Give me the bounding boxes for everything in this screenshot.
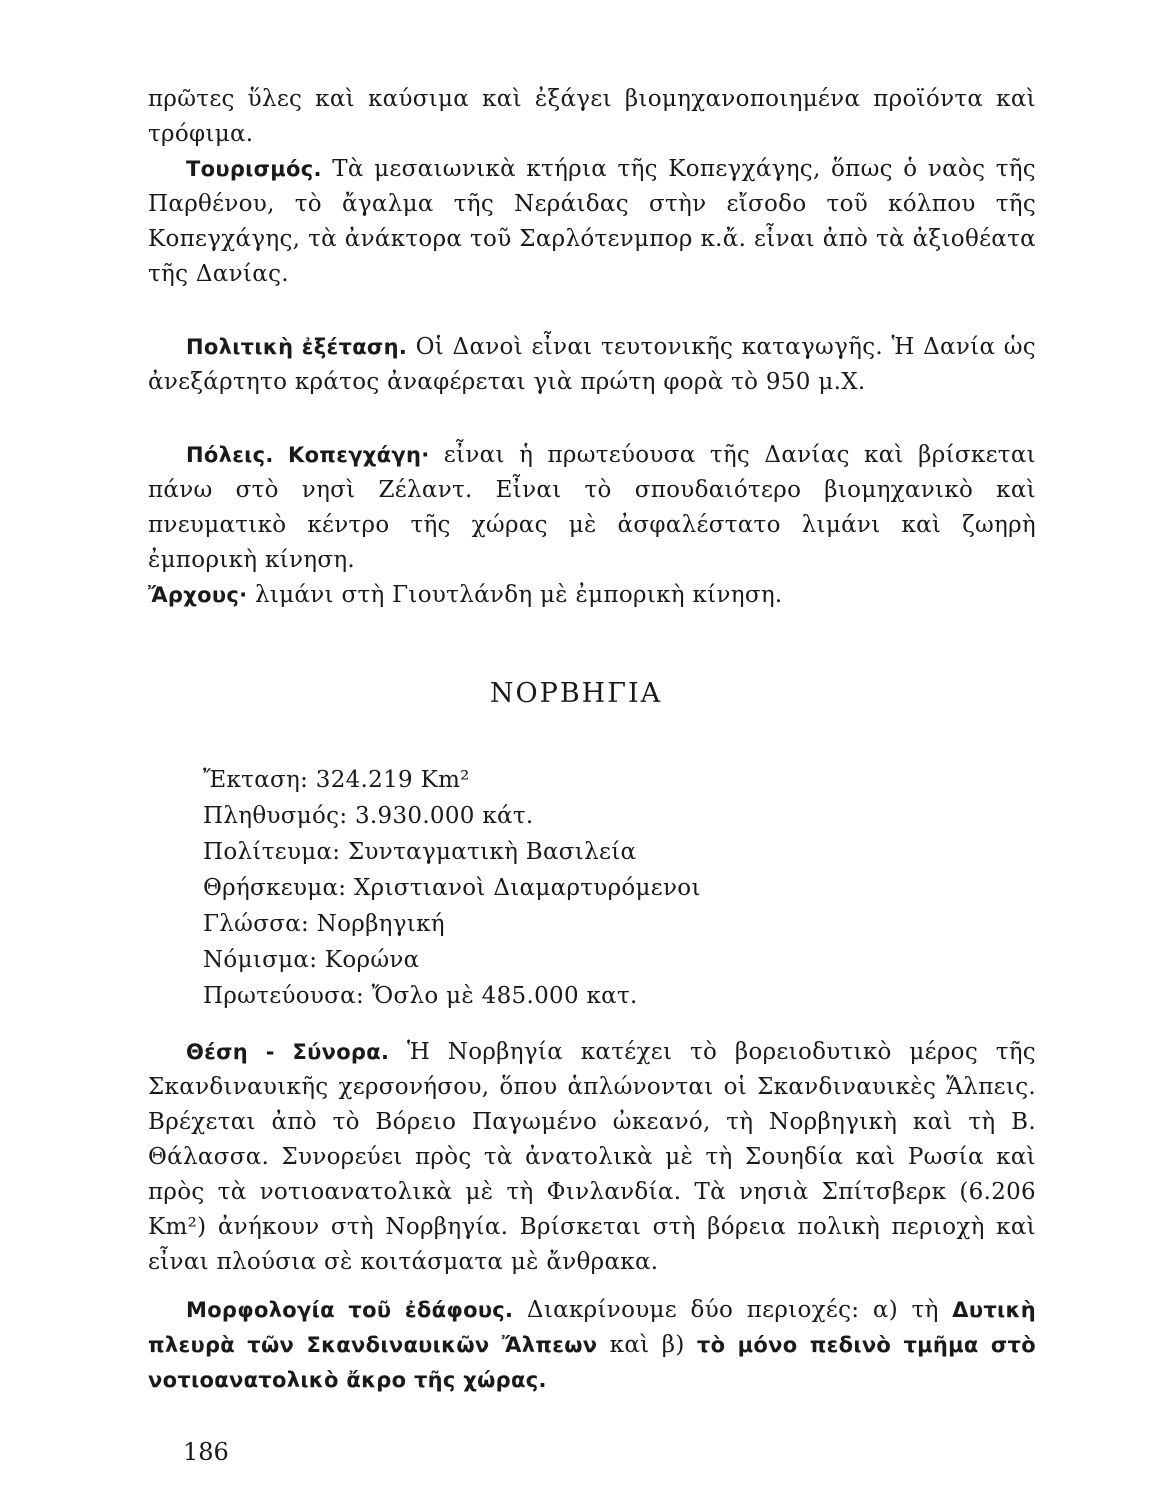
position-label: Θέση - Σύνορα. — [186, 1040, 390, 1064]
intro-text: πρῶτες ὕλες καὶ καύσιμα καὶ ἐξάγει βιομηχανοποιημένα προϊόντα καὶ τρόφιμα. — [148, 86, 1036, 147]
political-label: Πολιτικὴ ἐξέταση. — [186, 335, 408, 359]
political-text: Οἱ Δανοὶ εἶναι τευτονικῆς καταγωγῆς. Ἡ Δανία ὡς ἀνεξάρτητο κράτος ἀναφέρεται γιὰ πρώτη φορὰ τὸ 950 μ.Χ. — [148, 334, 1036, 395]
morphology-paragraph — [148, 1293, 1036, 1398]
city-aarhus-text: λιμάνι στὴ Γιουτλάνδη μὲ ἐμπορικὴ κίνηση. — [247, 582, 783, 608]
cities-label: Πόλεις. — [186, 443, 274, 467]
position-text: Ἡ Νορβηγία κατέχει τὸ βορειοδυτικὸ μέρος τῆς Σκανδιναυικῆς χερσονήσου, ὅπου ἁπλώνονται οἱ Σκανδιναυικὲς Ἄλπεις. Βρέχεται ἀπὸ τὸ Βόρειο Παγωμένο ὠκεανό, τὴ Νορβηγικὴ καὶ τὴ Β. Θάλασσα. Συνορεύει πρὸς τὰ ἀνατολικὰ μὲ τὴ Σουηδία καὶ Ρωσία καὶ πρὸς τὰ νοτιοανατολικὰ μὲ τὴ Φινλανδία. Τὰ νησιὰ Σπίτσβερκ (6.206 Km²) ἀνήκουν στὴ Νορβηγία. Βρίσκεται στὴ βόρεια πολικὴ περιοχὴ καὶ εἶναι πλούσια σὲ κοιτάσματα μὲ ἄνθρακα. — [148, 1039, 1036, 1275]
fact-currency: Νόμισμα: Κορώνα — [203, 947, 420, 973]
facts-list — [203, 762, 701, 1014]
city-copenhagen-name: Κοπεγχάγη· — [288, 443, 430, 467]
fact-language: Γλώσσα: Νορβηγική — [203, 911, 445, 937]
fact-population: Πληθυσμός: 3.930.000 κάτ. — [203, 803, 534, 829]
fact-area: Ἔκταση: 324.219 Km² — [203, 767, 470, 793]
fact-religion: Θρήσκευμα: Χριστιανοὶ Διαμαρτυρόμενοι — [203, 875, 701, 901]
fact-capital: Πρωτεύουσα: Ὄσλο μὲ 485.000 κατ. — [203, 983, 638, 1009]
position-paragraph — [148, 1035, 1036, 1280]
fact-government: Πολίτευμα: Συνταγματικὴ Βασιλεία — [203, 839, 637, 865]
morphology-text-1: Διακρίνουμε δύο περιοχές: α) τὴ — [513, 1297, 953, 1323]
city-aarhus-name: Ἄρχους· — [148, 583, 248, 607]
city-copenhagen-text: εἶναι ἡ πρωτεύουσα τῆς Δανίας καὶ βρίσκεται πάνω στὸ νησὶ Ζέλαντ. Εἶναι τὸ σπουδαιότερο βιομηχανικὸ καὶ πνευματικὸ κέντρο τῆς χώρας μὲ ἀσφαλέστατο λιμάνι καὶ ζωηρὴ ἐμπορικὴ κίνηση. — [148, 442, 1036, 573]
tourism-paragraph — [148, 152, 1036, 292]
page-number: 186 — [183, 1438, 229, 1466]
tourism-text: Τὰ μεσαιωνικὰ κτήρια τῆς Κοπεγχάγης, ὅπως ὁ ναὸς τῆς Παρθένου, τὸ ἄγαλμα τῆς Νεράιδας στὴν εἴσοδο τοῦ κόλπου τῆς Κοπεγχάγης, τὰ ἀνάκτορα τοῦ Σαρλότενμπορ κ.ἄ. εἶναι ἀπὸ τὰ ἀξιοθέατα τῆς Δανίας. — [148, 156, 1036, 287]
cities-paragraph — [148, 438, 1036, 613]
morphology-label: Μορφολογία τοῦ ἐδάφους. — [186, 1298, 514, 1322]
intro-paragraph — [148, 82, 1036, 152]
morphology-bold-2: τὸ μόνο πεδινὸ τμῆμα στὸ νοτιοανατολικὸ ἄκρο τῆς χώρας. — [148, 1333, 1036, 1392]
tourism-label: Τουρισμός. — [186, 157, 322, 181]
political-paragraph — [148, 330, 1036, 400]
morphology-bold-1: Δυτικὴ πλευρὰ τῶν Σκανδιναυικῶν Ἄλπεων — [148, 1298, 1036, 1357]
section-heading-norway: ΝΟΡΒΗΓΙΑ — [489, 678, 663, 709]
morphology-text-2: καὶ β) — [597, 1332, 697, 1358]
